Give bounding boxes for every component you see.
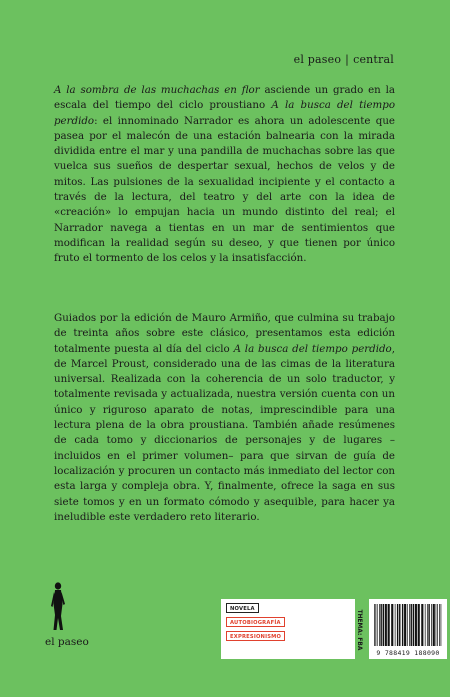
book-title: A la sombra de las muchachas en flor xyxy=(54,84,260,96)
barcode-bar xyxy=(383,604,384,646)
barcode-bar xyxy=(402,604,403,646)
barcode-bar xyxy=(427,604,428,646)
barcode-bar xyxy=(439,604,440,646)
isbn-barcode xyxy=(369,599,447,659)
barcode-bar xyxy=(407,604,408,646)
edition-text-b: , de Marcel Proust, considerado una de las cimas de la literatura universal. Realizada con la coherencia de un solo traductor, y totalmente revisada y actualizada, nuestra versión cuenta con un único y riguroso aparato de notas, imprescindible para una lectura plena de la obra proustiana. También añade resúmenes de cada tomo y diccionarios de personajes y de lugares –incluidos en el primer volumen– para que sirvan de guía de localización y procuren un contacto más inmediato del lector con esta larga y compleja obra. Y, finalmente, ofrece la saga en sus siete tomos y en un formato cómodo y asequible, para hacer ya ineludible este verdadero reto literario. xyxy=(54,342,395,523)
barcode-bar xyxy=(437,604,438,646)
genre-tag: AUTOBIOGRAFÍA xyxy=(226,617,285,627)
synopsis-text-a: asciende un grado en la escala del tiempo del ciclo proustiano xyxy=(54,84,395,112)
genre-tag: EXPRESIONISMO xyxy=(226,631,285,641)
barcode-bar xyxy=(399,604,400,646)
edition-text-a: Guiados por la edición de Mauro Armiño, que culmina su trabajo de treinta años sobre este clásico, presentamos esta edición totalmente puesta al día del ciclo xyxy=(54,312,395,355)
cycle-title: A la busca del tiempo perdido xyxy=(54,99,395,127)
barcode-bar xyxy=(418,604,420,646)
barcode-bar xyxy=(436,604,437,646)
barcode-bar xyxy=(391,604,393,646)
barcode-bar xyxy=(415,604,417,646)
barcode-bar xyxy=(409,604,410,646)
synopsis-paragraph xyxy=(54,83,395,267)
barcode-bar xyxy=(404,604,406,646)
barcode-bar xyxy=(433,604,435,646)
barcode-bar xyxy=(375,604,376,646)
series-separator: | xyxy=(345,53,350,66)
barcode-bar xyxy=(377,604,378,646)
barcode-bar xyxy=(395,604,396,646)
series-name-right: central xyxy=(353,53,394,66)
barcode-bar xyxy=(431,604,432,646)
barcode-bar xyxy=(385,604,387,646)
publisher-name: el paseo xyxy=(45,636,89,648)
barcode-bar xyxy=(411,604,412,646)
cycle-title-2: A la busca del tiempo perdido xyxy=(233,342,392,355)
barcode-bar xyxy=(397,604,398,646)
barcode-bar xyxy=(379,604,380,646)
thema-code: THEMA: FBA xyxy=(356,609,364,651)
isbn-number: 9 788419 188090 xyxy=(376,649,440,657)
barcode-bar xyxy=(374,604,375,646)
barcode-bar xyxy=(425,604,426,646)
series-label xyxy=(294,53,394,66)
synopsis-text-b: : el innominado Narrador es ahora un adolescente que pasea por el malecón de una estación balnearia con la mirada dividida entre el mar y una pandilla de muchachas sobre las que vuelca sus sueños de despertar sexual, hechos de velos y de mitos. Las pulsiones de la sexualidad incipiente y el contacto a través de la lectura, del teatro y del arte con la idea de «creación» lo empujan hacia un mundo distinto del real; el Narrador navega a tientas en un mar de sentimientos que modifican la realidad según su deseo, y que tienen por único fruto el tormento de los celos y la insatisfacción. xyxy=(54,114,395,265)
barcode-bar xyxy=(428,604,429,646)
genre-tags-box xyxy=(221,599,355,659)
barcode-bar xyxy=(413,604,414,646)
barcode-bar xyxy=(380,604,381,646)
genre-tag: NOVELA xyxy=(226,603,259,613)
series-name-left: el paseo xyxy=(293,53,342,66)
barcode-bar xyxy=(441,604,442,646)
barcode-bar xyxy=(388,604,390,646)
barcode-bar xyxy=(421,604,423,646)
edition-paragraph xyxy=(54,311,395,525)
